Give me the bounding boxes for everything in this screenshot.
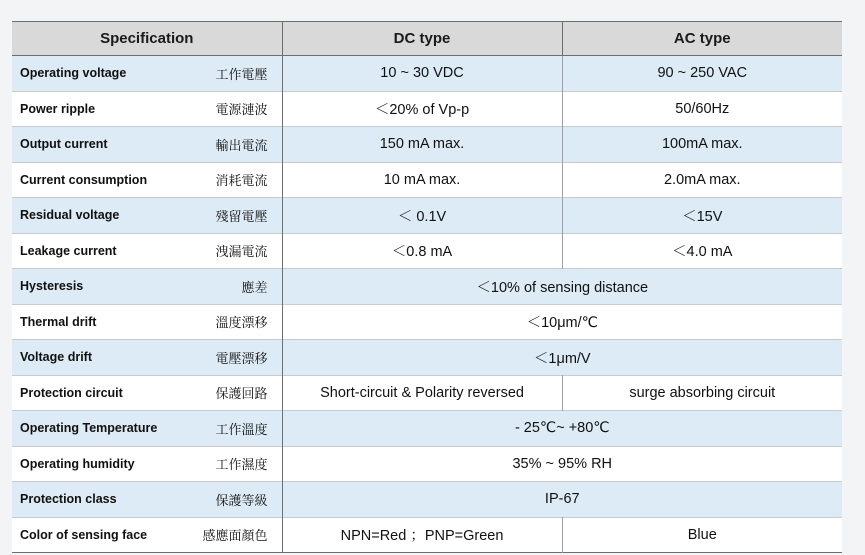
row-name: Protection circuit [12,375,187,411]
row-name: Operating humidity [12,446,187,482]
table-row [12,517,842,553]
row-name: Leakage current [12,233,187,269]
dc-value: NPN=Red ；PNP=Green [282,517,562,553]
table-row [12,91,842,127]
ac-value: 2.0mA max. [562,162,842,198]
table-row [12,411,842,447]
table-row [12,482,842,518]
header-row [12,22,842,56]
row-name: Color of sensing face [12,517,187,553]
row-name: Residual voltage [12,198,187,234]
table-row [12,198,842,234]
dc-value: 150 mA max. [282,127,562,163]
spec-table [12,21,842,553]
table-row [12,304,842,340]
row-name: Voltage drift [12,340,187,376]
table-row [12,127,842,163]
row-name: Operating Temperature [12,411,187,447]
row-cjk: 殘留電壓 [187,198,282,234]
row-cjk: 感應面顏色 [187,517,282,553]
table-row [12,162,842,198]
header-specification: Specification [12,22,282,56]
ac-value: ＜4.0 mA [562,233,842,269]
ac-value: 90 ~ 250 VAC [562,56,842,92]
ac-value: surge absorbing circuit [562,375,842,411]
row-name: Thermal drift [12,304,187,340]
row-name: Hysteresis [12,269,187,305]
header-dc-type: DC type [282,22,562,56]
row-cjk: 工作溫度 [187,411,282,447]
table-row [12,340,842,376]
row-name: Operating voltage [12,56,187,92]
row-name: Output current [12,127,187,163]
table-row [12,56,842,92]
dc-value: ＜ 0.1V [282,198,562,234]
header-ac-type: AC type [562,22,842,56]
row-cjk: 消耗電流 [187,162,282,198]
ac-value: ＜15V [562,198,842,234]
table-row [12,269,842,305]
row-cjk: 電源漣波 [187,91,282,127]
row-cjk: 輸出電流 [187,127,282,163]
dc-value: ＜0.8 mA [282,233,562,269]
table-row [12,375,842,411]
shared-value: - 25℃~ +80℃ [282,411,842,447]
row-cjk: 洩漏電流 [187,233,282,269]
shared-value: ＜10μm/℃ [282,304,842,340]
ac-value: 50/60Hz [562,91,842,127]
row-cjk: 保護回路 [187,375,282,411]
shared-value: IP-67 [282,482,842,518]
shared-value: ＜10% of sensing distance [282,269,842,305]
shared-value: 35% ~ 95% RH [282,446,842,482]
row-cjk: 電壓漂移 [187,340,282,376]
ac-value: 100mA max. [562,127,842,163]
ac-value: Blue [562,517,842,553]
table-row [12,233,842,269]
row-name: Current consumption [12,162,187,198]
shared-value: ＜1μm/V [282,340,842,376]
spec-table-container [12,21,842,545]
dc-value: 10 mA max. [282,162,562,198]
dc-value: 10 ~ 30 VDC [282,56,562,92]
row-cjk: 工作電壓 [187,56,282,92]
row-cjk: 工作濕度 [187,446,282,482]
row-cjk: 溫度漂移 [187,304,282,340]
row-cjk: 保護等級 [187,482,282,518]
dc-value: Short-circuit & Polarity reversed [282,375,562,411]
dc-value: ＜20% of Vp-p [282,91,562,127]
row-name: Protection class [12,482,187,518]
row-name: Power ripple [12,91,187,127]
row-cjk: 應差 [187,269,282,305]
table-row [12,446,842,482]
